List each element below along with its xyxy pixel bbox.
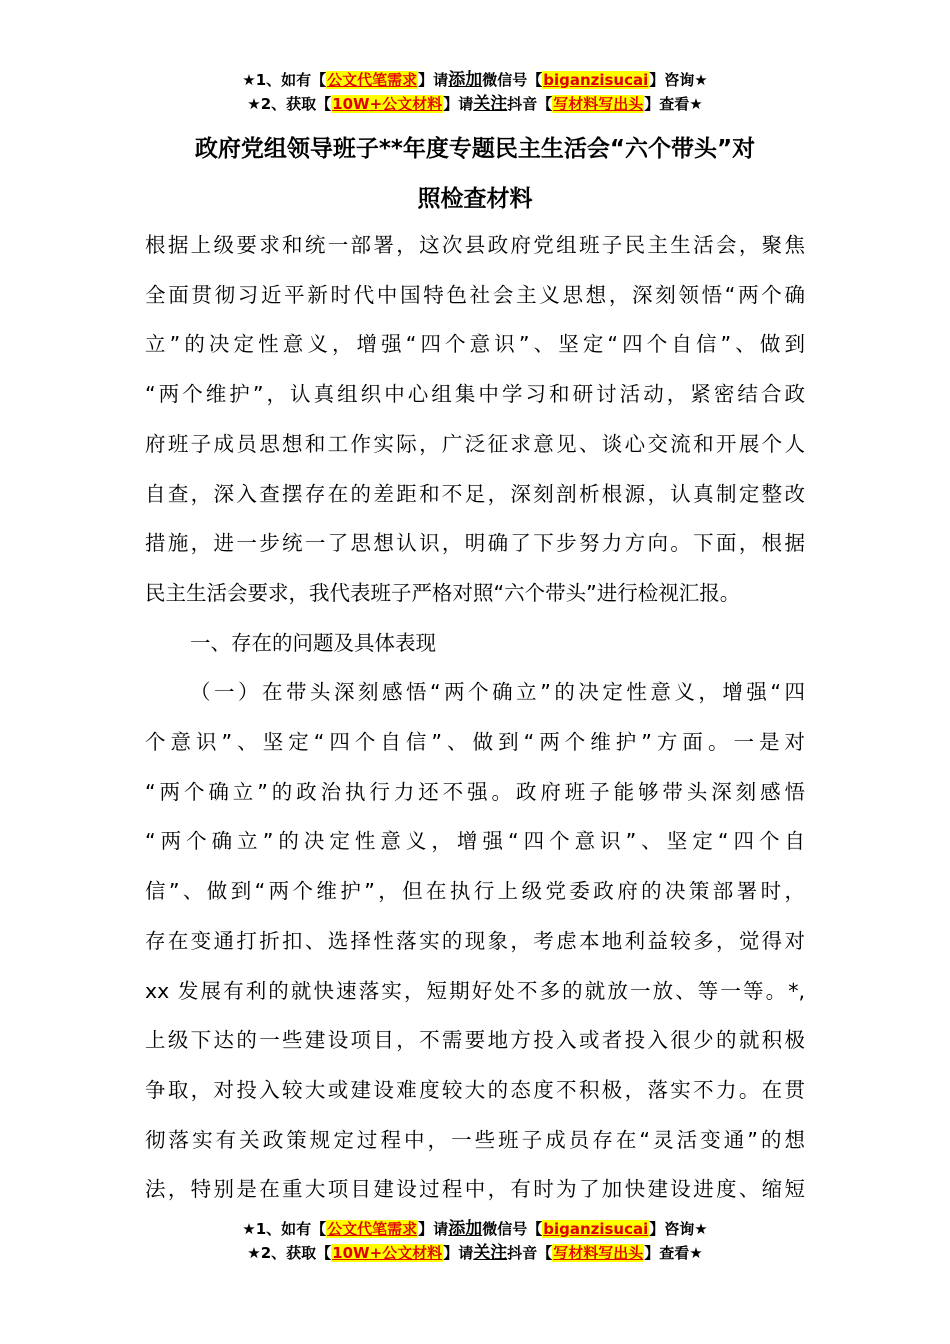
banner-text: 抖音【 [507, 95, 553, 113]
body-text-line: 个意识”、坚定“四个自信”、做到“两个维护”方面。一是对 [145, 730, 805, 754]
highlight-text: 10W+公文材料 [332, 1244, 443, 1262]
promo-banner-bottom-2 [0, 1241, 950, 1265]
body-text-line: 府班子成员思想和工作实际，广泛征求意见、谈心交流和开展个人 [145, 431, 805, 456]
banner-text: 】咨询★ [649, 1220, 708, 1238]
banner-text: 抖音【 [507, 1244, 553, 1262]
underlined-text: 添加 [448, 70, 483, 90]
document-title-line-1: 政府党组领导班子**年度专题民主生活会“六个带头”对 [194, 136, 756, 162]
body-text-line: 上级下达的一些建设项目，不需要地方投入或者投入很少的就积极 [145, 1028, 805, 1053]
body-text-line: “两个维护”，认真组织中心组集中学习和研讨活动，紧密结合政 [145, 382, 805, 407]
douyin-account: 写材料写出头 [553, 1244, 644, 1262]
banner-text: 】查看★ [644, 95, 703, 113]
body-text-line: 法，特别是在重大项目建设过程中，有时为了加快建设进度、缩短 [145, 1177, 805, 1202]
promo-banner-top-2 [0, 92, 950, 116]
body-text-line: 全面贯彻习近平新时代中国特色社会主义思想，深刻领悟“两个确 [145, 282, 805, 307]
banner-text: ★2、获取【 [247, 95, 332, 113]
highlight-text: 10W+公文材料 [332, 95, 443, 113]
banner-text: ★1、如有【 [242, 71, 327, 89]
banner-text: 】请 [443, 1244, 474, 1262]
body-text-line: 民主生活会要求，我代表班子严格对照“六个带头”进行检视汇报。 [145, 580, 741, 605]
underlined-text: 关注 [473, 94, 508, 114]
wechat-id: biganzisucai [543, 71, 649, 89]
banner-text: ★1、如有【 [242, 1220, 327, 1238]
body-text-line: 彻落实有关政策规定过程中，一些班子成员存在“灵活变通”的想 [145, 1127, 805, 1152]
banner-text: 微信号【 [482, 1220, 543, 1238]
highlight-text: 公文代笔需求 [327, 71, 418, 89]
douyin-account: 写材料写出头 [553, 95, 644, 113]
banner-text: 】咨询★ [649, 71, 708, 89]
body-text-line: 根据上级要求和统一部署，这次县政府党组班子民主生活会，聚焦 [145, 233, 805, 257]
banner-text: ★2、获取【 [247, 1244, 332, 1262]
banner-text: 】请 [418, 1220, 449, 1238]
underlined-text: 添加 [448, 1219, 483, 1239]
banner-text: 】请 [443, 95, 474, 113]
underlined-text: 关注 [473, 1243, 508, 1263]
body-text-line: 一、存在的问题及具体表现 [190, 630, 436, 655]
body-text-line: 争取，对投入较大或建设难度较大的态度不积极，落实不力。在贯 [145, 1077, 805, 1102]
highlight-text: 公文代笔需求 [327, 1220, 418, 1238]
banner-text: 】查看★ [644, 1244, 703, 1262]
body-text-line: “两个确立”的决定性意义，增强“四个意识”、坚定“四个自 [145, 829, 805, 854]
body-text-line: 信”、做到“两个维护”，但在执行上级党委政府的决策部署时， [145, 879, 805, 904]
body-text-line: 存在变通打折扣、选择性落实的现象，考虑本地利益较多，觉得对 [145, 928, 805, 953]
body-text-line: 措施，进一步统一了思想认识，明确了下步努力方向。下面，根据 [145, 531, 805, 556]
promo-banner-bottom-1 [0, 1217, 950, 1241]
document-title-line-2: 照检查材料 [417, 186, 533, 212]
banner-text: 】请 [418, 71, 449, 89]
body-text-line: 自查，深入查摆存在的差距和不足，深刻剖析根源，认真制定整改 [145, 481, 805, 506]
body-text-line: 立”的决定性意义，增强“四个意识”、坚定“四个自信”、做到 [145, 332, 805, 357]
body-text-line: xx 发展有利的就快速落实，短期好处不多的就放一放、等一等。*, [145, 978, 805, 1003]
promo-banner-top-1 [0, 68, 950, 92]
body-text-line: “两个确立”的政治执行力还不强。政府班子能够带头深刻感悟 [145, 779, 805, 804]
wechat-id: biganzisucai [543, 1220, 649, 1238]
body-text-line: （一）在带头深刻感悟“两个确立”的决定性意义，增强“四 [190, 680, 805, 705]
banner-text: 微信号【 [482, 71, 543, 89]
